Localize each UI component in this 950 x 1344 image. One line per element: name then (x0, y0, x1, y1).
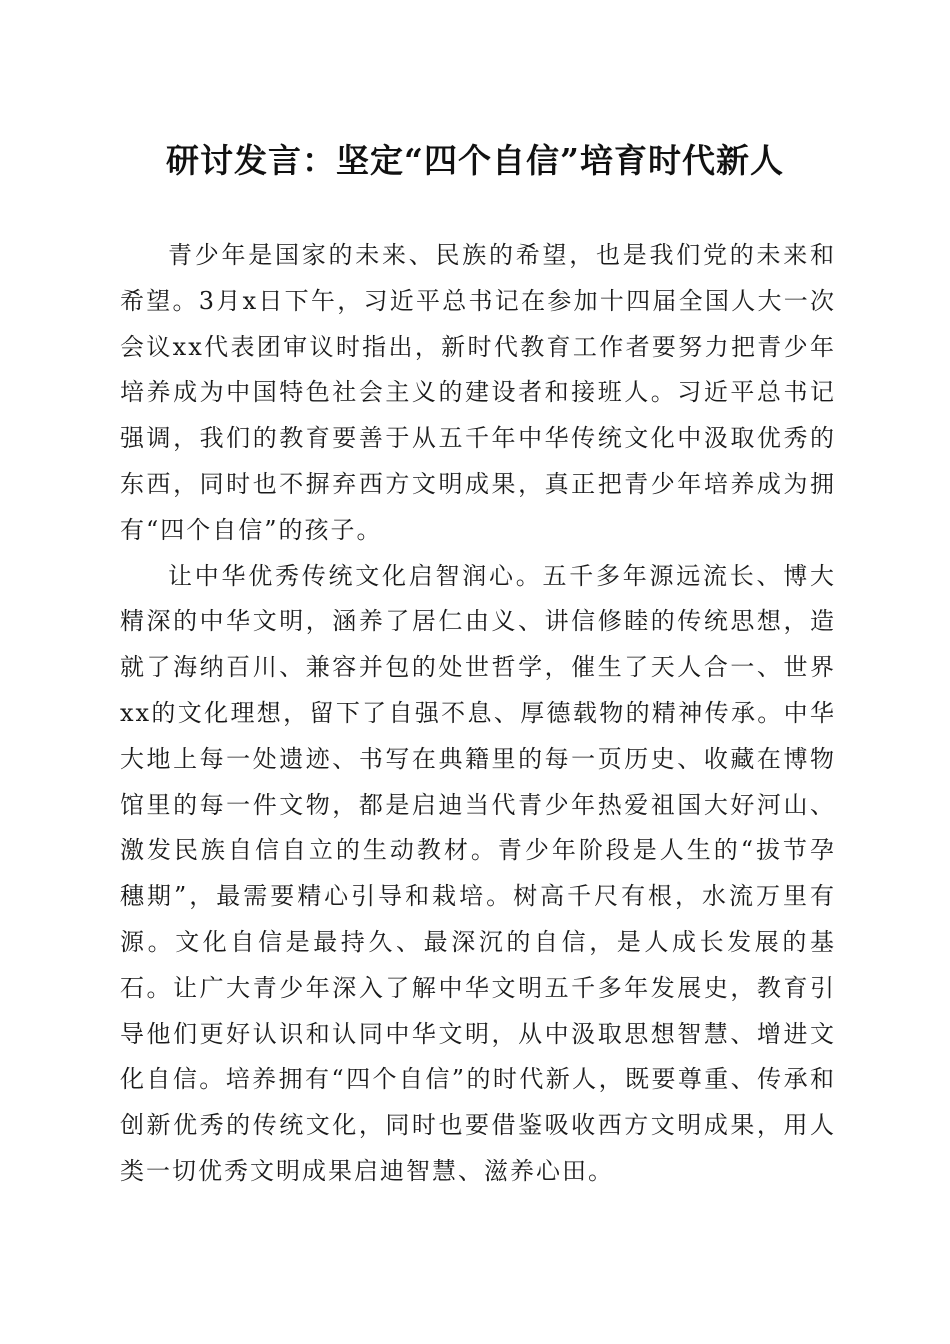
document-body (120, 233, 836, 1195)
document-title: 研讨发言：坚定“四个自信”培育时代新人 (166, 141, 784, 180)
paragraph-2: 让中华优秀传统文化启智润心。五千多年源远流长、博大精深的中华文明，涵养了居仁由义、讲信修睦的传统思想，造就了海纳百川、兼容并包的处世哲学，催生了天人合一、世界xx的文化理想，留下了自强不息、厚德载物的精神传承。中华大地上每一处遗迹、书写在典籍里的每一页历史、收藏在博物馆里的每一件文物，都是启迪当代青少年热爱祖国大好河山、激发民族自信自立的生动教材。青少年阶段是人生的“拔节孕穗期”，最需要精心引导和栽培。树高千尺有根，水流万里有源。文化自信是最持久、最深沉的自信，是人成长发展的基石。让广大青少年深入了解中华文明五千多年发展史，教育引导他们更好认识和认同中华文明，从中汲取思想智慧、增进文化自信。培养拥有“四个自信”的时代新人，既要尊重、传承和创新优秀的传统文化，同时也要借鉴吸收西方文明成果，用人类一切优秀文明成果启迪智慧、滋养心田。 (120, 561, 836, 1185)
paragraph-1: 青少年是国家的未来、民族的希望，也是我们党的未来和希望。3月x日下午，习近平总书记在参加十四届全国人大一次会议xx代表团审议时指出，新时代教育工作者要努力把青少年培养成为中国特色社会主义的建设者和接班人。习近平总书记强调，我们的教育要善于从五千年中华传统文化中汲取优秀的东西，同时也不摒弃西方文明成果，真正把青少年培养成为拥有“四个自信”的孩子。 (120, 241, 836, 544)
